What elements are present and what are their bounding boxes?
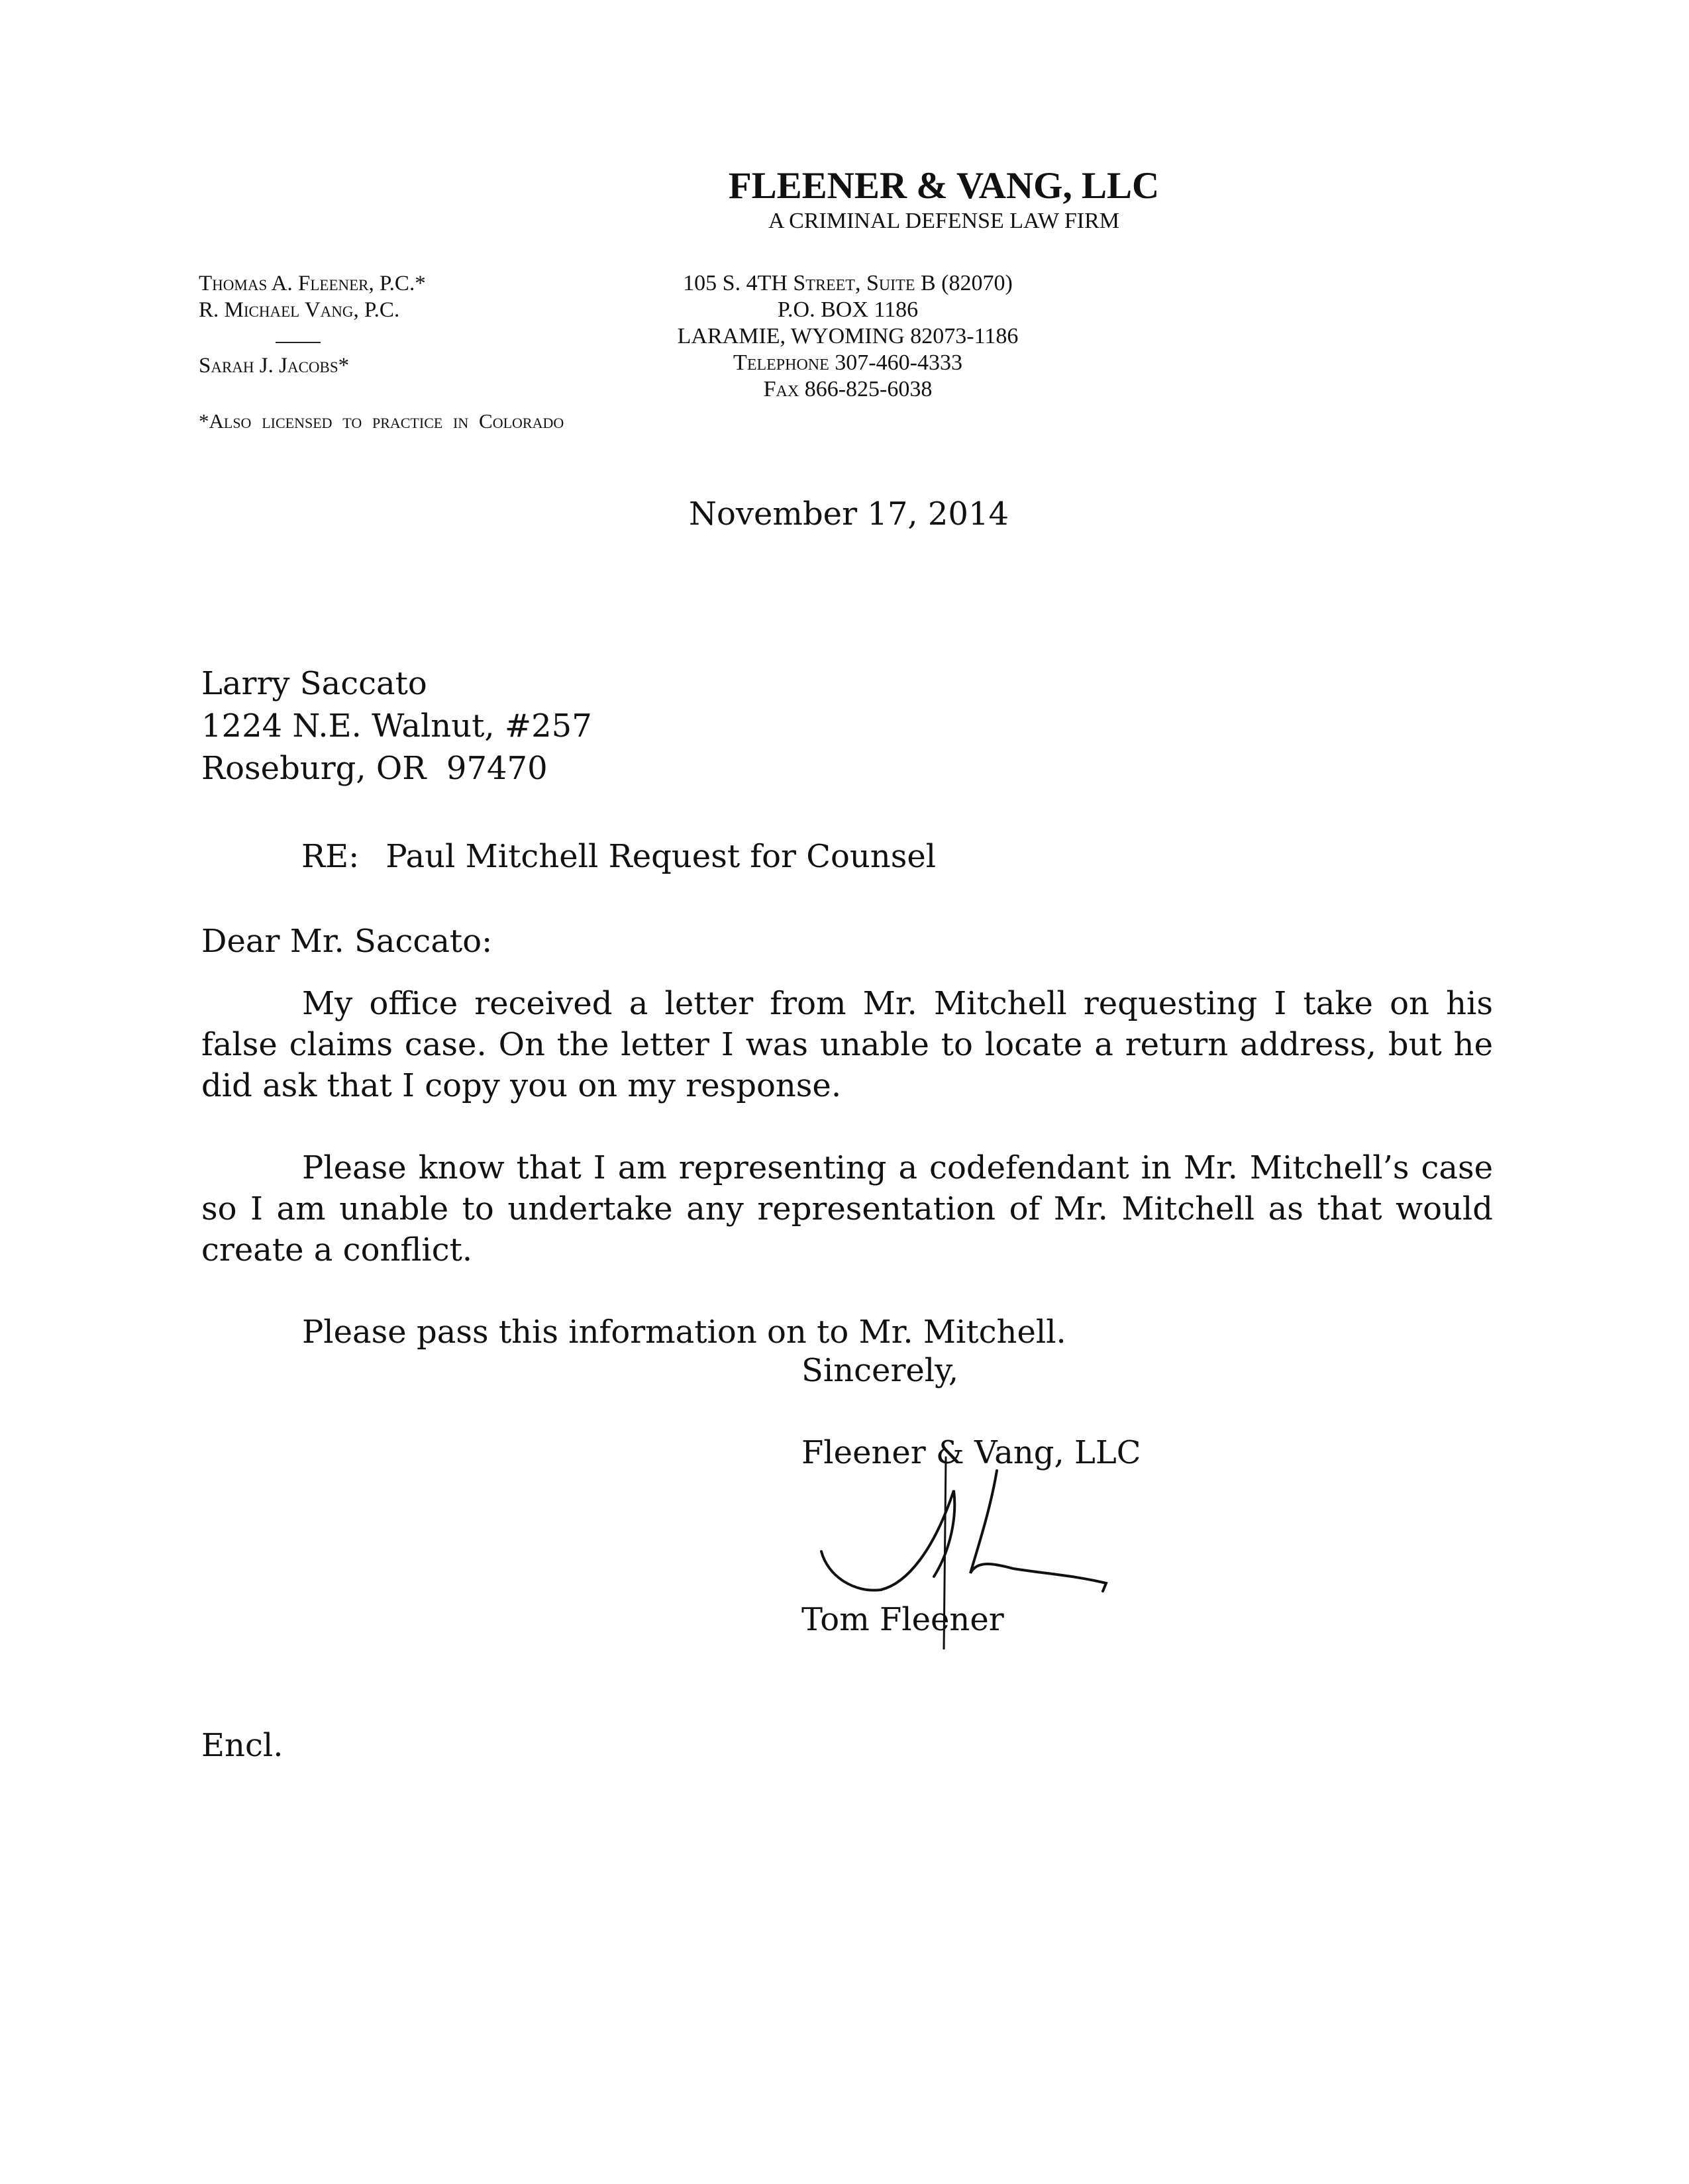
- signature-firm: Fleener & Vang, LLC: [801, 1434, 1141, 1471]
- attorney-divider: [276, 342, 321, 343]
- letter-date: November 17, 2014: [689, 495, 1009, 533]
- body-paragraph: Please know that I am representing a codefendant in Mr. Mitchell’s case so I am unable to undertake any representation of Mr. Mitchell as that would create a conflict.: [201, 1149, 1493, 1269]
- license-footnote: *Also licensed to practice in Colorado: [199, 409, 564, 433]
- salutation: Dear Mr. Saccato:: [201, 923, 493, 960]
- recipient-name: Larry Saccato: [201, 665, 427, 702]
- attorney-fleener: Thomas A. Fleener, P.C.*: [199, 272, 426, 295]
- address-city: LARAMIE, WYOMING 82073-1186: [677, 324, 1019, 348]
- firm-tagline: A CRIMINAL DEFENSE LAW FIRM: [768, 209, 1119, 233]
- address-po-box: P.O. BOX 1186: [777, 297, 919, 322]
- recipient-city: Roseburg, OR 97470: [201, 750, 548, 787]
- body-paragraph: Please pass this information on to Mr. Mitchell.: [302, 1314, 1066, 1351]
- closing: Sincerely,: [801, 1352, 959, 1389]
- firm-name: FLEENER & VANG, LLC: [728, 165, 1160, 207]
- attorney-vang: R. Michael Vang, P.C.: [199, 298, 400, 322]
- address-street: 105 S. 4TH Street, Suite B (82070): [683, 271, 1013, 295]
- body-paragraph: My office received a letter from Mr. Mitchell requesting I take on his false claims case. On the letter I was unable to locate a return address, but he did ask that I copy you on my response.: [201, 985, 1493, 1104]
- attorney-jacobs: Sarah J. Jacobs*: [199, 354, 350, 378]
- address-fax: Fax 866-825-6038: [763, 377, 933, 401]
- signer-name: Tom Fleener: [801, 1601, 1004, 1638]
- enclosure-note: Encl.: [201, 1727, 283, 1764]
- re-subject: Paul Mitchell Request for Counsel: [385, 838, 937, 875]
- address-telephone: Telephone 307-460-4333: [733, 350, 962, 375]
- recipient-block: [201, 662, 592, 790]
- re-label: RE:: [301, 838, 360, 875]
- re-line: [301, 836, 936, 877]
- recipient-street: 1224 N.E. Walnut, #257: [201, 707, 592, 745]
- letter-body: [201, 983, 1493, 1394]
